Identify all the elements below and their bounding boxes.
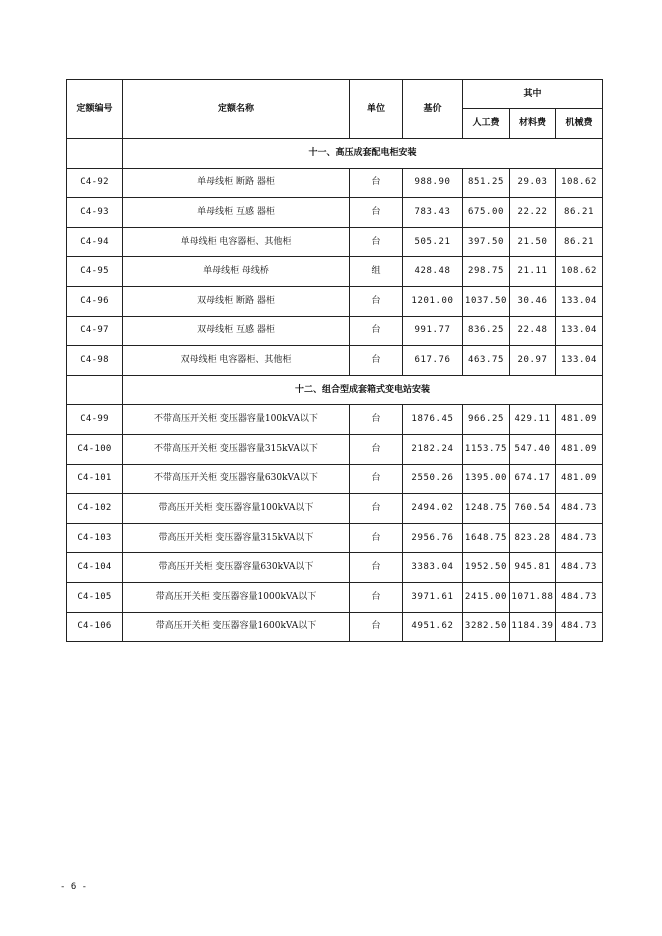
row-unit: 台 [350,494,403,524]
table-row [67,346,603,376]
row-unit: 台 [350,464,403,494]
row-material-cost: 21.50 [510,227,556,257]
row-base-price: 428.48 [403,257,463,287]
row-base-price: 4951.62 [403,612,463,642]
row-unit: 台 [350,316,403,346]
row-labor-cost: 397.50 [463,227,510,257]
table-row [67,286,603,316]
table-body [67,139,603,642]
header-unit: 单位 [350,80,403,139]
row-machine-cost: 133.04 [556,316,603,346]
row-base-price: 3971.61 [403,582,463,612]
row-machine-cost: 484.73 [556,612,603,642]
table-row [67,523,603,553]
section-title: 十一、高压成套配电柜安装 [123,139,603,169]
row-base-price: 783.43 [403,198,463,228]
row-name: 双母线柜 电容器柜、其他柜 [123,346,350,376]
row-code: C4-104 [67,553,123,583]
row-unit: 台 [350,286,403,316]
row-base-price: 988.90 [403,168,463,198]
section-code-cell [67,375,123,405]
row-base-price: 2550.26 [403,464,463,494]
page-number: - 6 - [60,882,88,892]
row-name: 带高压开关柜 变压器容量100kVA以下 [123,494,350,524]
row-name: 单母线柜 断路 器柜 [123,168,350,198]
row-unit: 台 [350,168,403,198]
row-material-cost: 20.97 [510,346,556,376]
table-row [67,168,603,198]
row-base-price: 3383.04 [403,553,463,583]
row-labor-cost: 1037.50 [463,286,510,316]
row-base-price: 505.21 [403,227,463,257]
row-name: 带高压开关柜 变压器容量1000kVA以下 [123,582,350,612]
row-labor-cost: 836.25 [463,316,510,346]
row-machine-cost: 108.62 [556,257,603,287]
row-unit: 台 [350,434,403,464]
row-material-cost: 760.54 [510,494,556,524]
row-unit: 台 [350,198,403,228]
header-labor: 人工费 [463,109,510,139]
row-code: C4-102 [67,494,123,524]
table-header [67,80,603,139]
table-row [67,227,603,257]
table-row [67,405,603,435]
row-material-cost: 21.11 [510,257,556,287]
row-labor-cost: 2415.00 [463,582,510,612]
row-code: C4-99 [67,405,123,435]
row-machine-cost: 86.21 [556,198,603,228]
row-labor-cost: 1395.00 [463,464,510,494]
row-unit: 组 [350,257,403,287]
row-code: C4-93 [67,198,123,228]
row-name: 带高压开关柜 变压器容量315kVA以下 [123,523,350,553]
row-machine-cost: 484.73 [556,553,603,583]
row-material-cost: 823.28 [510,523,556,553]
row-code: C4-101 [67,464,123,494]
row-material-cost: 674.17 [510,464,556,494]
table-row [67,434,603,464]
header-machine: 机械费 [556,109,603,139]
row-material-cost: 22.48 [510,316,556,346]
row-name: 单母线柜 互感 器柜 [123,198,350,228]
section-row [67,139,603,169]
row-name: 单母线柜 电容器柜、其他柜 [123,227,350,257]
row-material-cost: 1071.88 [510,582,556,612]
row-machine-cost: 481.09 [556,464,603,494]
row-labor-cost: 1248.75 [463,494,510,524]
row-unit: 台 [350,346,403,376]
row-labor-cost: 298.75 [463,257,510,287]
row-material-cost: 945.81 [510,553,556,583]
row-code: C4-98 [67,346,123,376]
row-base-price: 2494.02 [403,494,463,524]
table-row [67,464,603,494]
quota-table [66,79,603,642]
row-labor-cost: 1952.50 [463,553,510,583]
row-code: C4-95 [67,257,123,287]
row-material-cost: 429.11 [510,405,556,435]
row-name: 不带高压开关柜 变压器容量630kVA以下 [123,464,350,494]
row-base-price: 2182.24 [403,434,463,464]
row-code: C4-106 [67,612,123,642]
table-row [67,316,603,346]
row-machine-cost: 133.04 [556,346,603,376]
row-name: 带高压开关柜 变压器容量630kVA以下 [123,553,350,583]
row-code: C4-96 [67,286,123,316]
row-code: C4-100 [67,434,123,464]
row-base-price: 617.76 [403,346,463,376]
row-code: C4-97 [67,316,123,346]
table-row [67,582,603,612]
row-material-cost: 29.03 [510,168,556,198]
table-row [67,257,603,287]
row-unit: 台 [350,405,403,435]
row-material-cost: 22.22 [510,198,556,228]
row-labor-cost: 3282.50 [463,612,510,642]
row-labor-cost: 1648.75 [463,523,510,553]
row-unit: 台 [350,612,403,642]
row-unit: 台 [350,227,403,257]
row-name: 单母线柜 母线桥 [123,257,350,287]
row-material-cost: 547.40 [510,434,556,464]
row-machine-cost: 481.09 [556,434,603,464]
table-row [67,198,603,228]
header-base-price: 基价 [403,80,463,139]
row-base-price: 1876.45 [403,405,463,435]
row-unit: 台 [350,523,403,553]
row-code: C4-94 [67,227,123,257]
row-machine-cost: 481.09 [556,405,603,435]
row-code: C4-103 [67,523,123,553]
row-machine-cost: 484.73 [556,523,603,553]
row-name: 带高压开关柜 变压器容量1600kVA以下 [123,612,350,642]
header-material: 材料费 [510,109,556,139]
table-row [67,494,603,524]
row-name: 不带高压开关柜 变压器容量100kVA以下 [123,405,350,435]
row-machine-cost: 86.21 [556,227,603,257]
row-machine-cost: 484.73 [556,494,603,524]
row-labor-cost: 966.25 [463,405,510,435]
row-material-cost: 1184.39 [510,612,556,642]
row-name: 双母线柜 断路 器柜 [123,286,350,316]
row-material-cost: 30.46 [510,286,556,316]
row-machine-cost: 133.04 [556,286,603,316]
row-unit: 台 [350,553,403,583]
row-labor-cost: 675.00 [463,198,510,228]
row-code: C4-92 [67,168,123,198]
row-unit: 台 [350,582,403,612]
row-base-price: 1201.00 [403,286,463,316]
row-base-price: 2956.76 [403,523,463,553]
row-labor-cost: 851.25 [463,168,510,198]
row-machine-cost: 108.62 [556,168,603,198]
header-name: 定额名称 [123,80,350,139]
row-labor-cost: 463.75 [463,346,510,376]
row-base-price: 991.77 [403,316,463,346]
row-machine-cost: 484.73 [556,582,603,612]
header-code: 定额编号 [67,80,123,139]
row-name: 不带高压开关柜 变压器容量315kVA以下 [123,434,350,464]
section-code-cell [67,139,123,169]
section-title: 十二、组合型成套箱式变电站安装 [123,375,603,405]
header-of-which: 其中 [463,80,603,109]
row-name: 双母线柜 互感 器柜 [123,316,350,346]
table-row [67,553,603,583]
section-row [67,375,603,405]
table-row [67,612,603,642]
row-code: C4-105 [67,582,123,612]
row-labor-cost: 1153.75 [463,434,510,464]
